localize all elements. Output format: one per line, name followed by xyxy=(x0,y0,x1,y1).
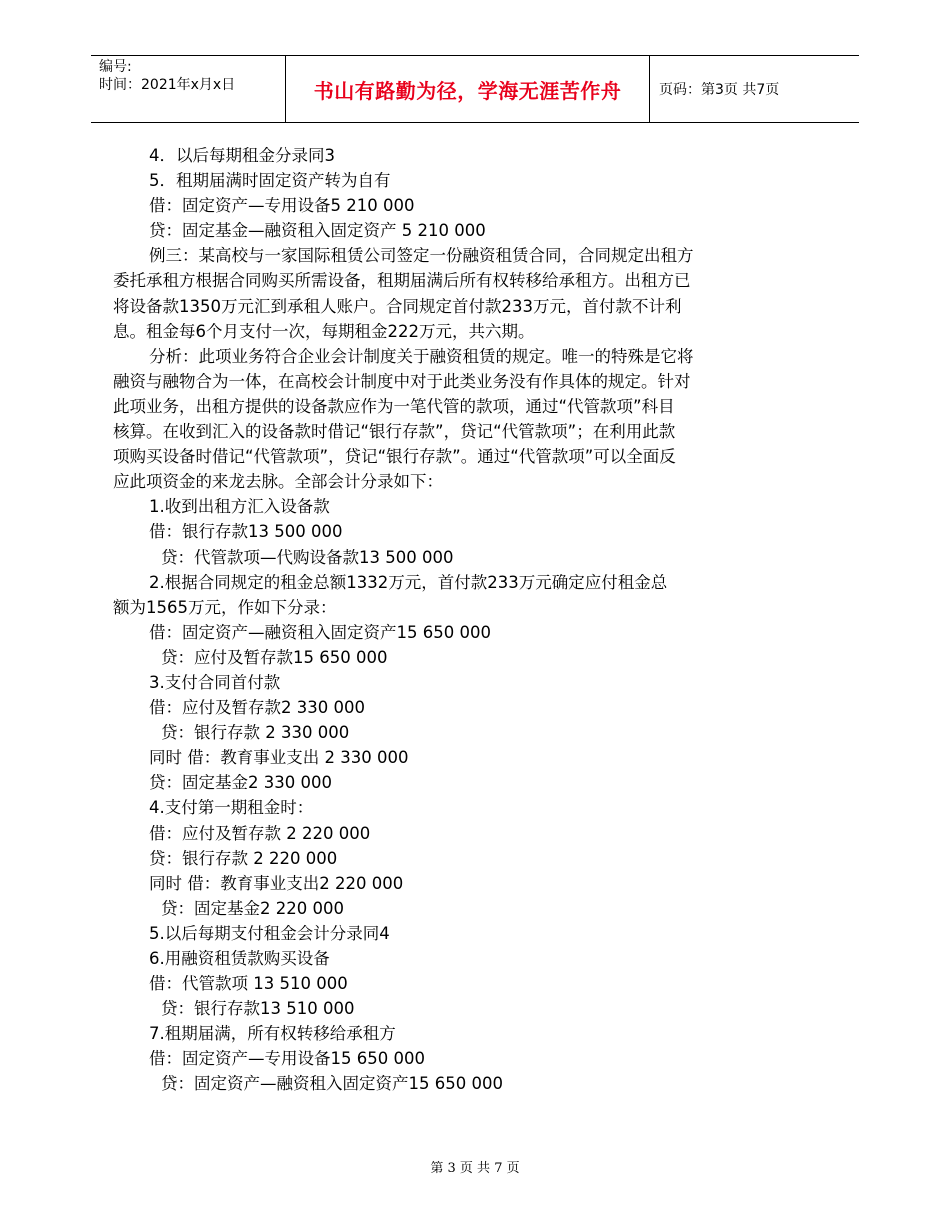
text-line: 贷：银行存款 2 330 000 xyxy=(161,723,350,743)
text-line: 借：固定资产—专用设备15 650 000 xyxy=(149,1049,425,1069)
text-line: 5.以后每期支付租金会计分录同4 xyxy=(149,923,390,943)
text-line: 息。租金每6个月支付一次，每期租金222万元，共六期。 xyxy=(113,321,535,341)
text-line: 1.收到出租方汇入设备款 xyxy=(149,497,330,517)
text-line: 贷：固定基金—融资租入固定资产 5 210 000 xyxy=(149,221,486,241)
text-line: 2.根据合同规定的租金总额1332万元，首付款233万元确定应付租金总 xyxy=(149,572,668,592)
text-line: 应此项资金的来龙去脉。全部会计分录如下： xyxy=(113,472,443,492)
text-line: 借：应付及暂存款 2 220 000 xyxy=(149,823,371,843)
header-divider-right xyxy=(649,56,650,122)
text-line: 6.用融资租赁款购买设备 xyxy=(149,949,330,968)
text-line: 贷：代管款项—代购设备款13 500 000 xyxy=(161,547,454,567)
text-line: 贷：固定资产—融资租入固定资产15 650 000 xyxy=(161,1074,503,1094)
text-line: 3.支付合同首付款 xyxy=(149,672,281,692)
text-line: 4.支付第一期租金时： xyxy=(149,798,314,818)
text-line: 额为1565万元，作如下分录： xyxy=(113,597,337,617)
text-line: 贷：银行存款13 510 000 xyxy=(161,999,355,1019)
text-line: 委托承租方根据合同购买所需设备，租期届满后所有权转移给承租方。出租方已 xyxy=(113,271,691,291)
text-line: 同时 借：教育事业支出 2 330 000 xyxy=(149,748,409,768)
text-line: 借：固定资产—专用设备5 210 000 xyxy=(149,196,415,216)
text-line: 将设备款1350万元汇到承租人账户。合同规定首付款233万元，首付款不计利 xyxy=(113,296,682,316)
text-line: 7.租期届满，所有权转移给承租方 xyxy=(149,1024,396,1044)
document-date: 时间：2021年x月x日 xyxy=(99,77,236,93)
text-line: 分析：此项业务符合企业会计制度关于融资租赁的规定。唯一的特殊是它将 xyxy=(149,346,694,366)
document-number-label: 编号: xyxy=(99,59,132,75)
text-line: 同时 借：教育事业支出2 220 000 xyxy=(149,873,404,893)
text-line: 贷：固定基金2 330 000 xyxy=(149,773,332,793)
text-line: 核算。在收到汇入的设备款时借记“银行存款”，贷记“代管款项”；在利用此款 xyxy=(113,422,676,442)
text-line: 借：代管款项 13 510 000 xyxy=(149,974,348,994)
text-line: 借：应付及暂存款2 330 000 xyxy=(149,698,365,718)
document-body xyxy=(113,143,773,1097)
page-footer: 第 3 页 共 7 页 xyxy=(430,1161,520,1176)
text-line: 项购买设备时借记“代管款项”，贷记“银行存款”。通过“代管款项”可以全面反 xyxy=(113,447,676,467)
text-line: 贷：应付及暂存款15 650 000 xyxy=(161,647,388,667)
text-line: 例三：某高校与一家国际租赁公司签定一份融资租赁合同，合同规定出租方 xyxy=(149,246,694,266)
text-line: 借：固定资产—融资租入固定资产15 650 000 xyxy=(149,622,491,642)
text-line: 贷：固定基金2 220 000 xyxy=(161,898,344,918)
text-line: 贷：银行存款 2 220 000 xyxy=(149,848,338,868)
header-page-info: 页码：第3页 共7页 xyxy=(659,82,780,98)
text-line: 此项业务，出租方提供的设备款应作为一笔代管的款项，通过“代管款项”科目 xyxy=(113,396,675,416)
header-motto: 书山有路勤为径，学海无涯苦作舟 xyxy=(313,79,622,103)
text-line: 4．以后每期租金分录同3 xyxy=(149,146,335,165)
page-header xyxy=(91,55,859,123)
header-meta xyxy=(99,58,235,94)
text-line: 融资与融物合为一体，在高校会计制度中对于此类业务没有作具体的规定。针对 xyxy=(113,371,691,391)
text-line: 5．租期届满时固定资产转为自有 xyxy=(149,171,391,191)
text-line: 借：银行存款13 500 000 xyxy=(149,522,343,542)
